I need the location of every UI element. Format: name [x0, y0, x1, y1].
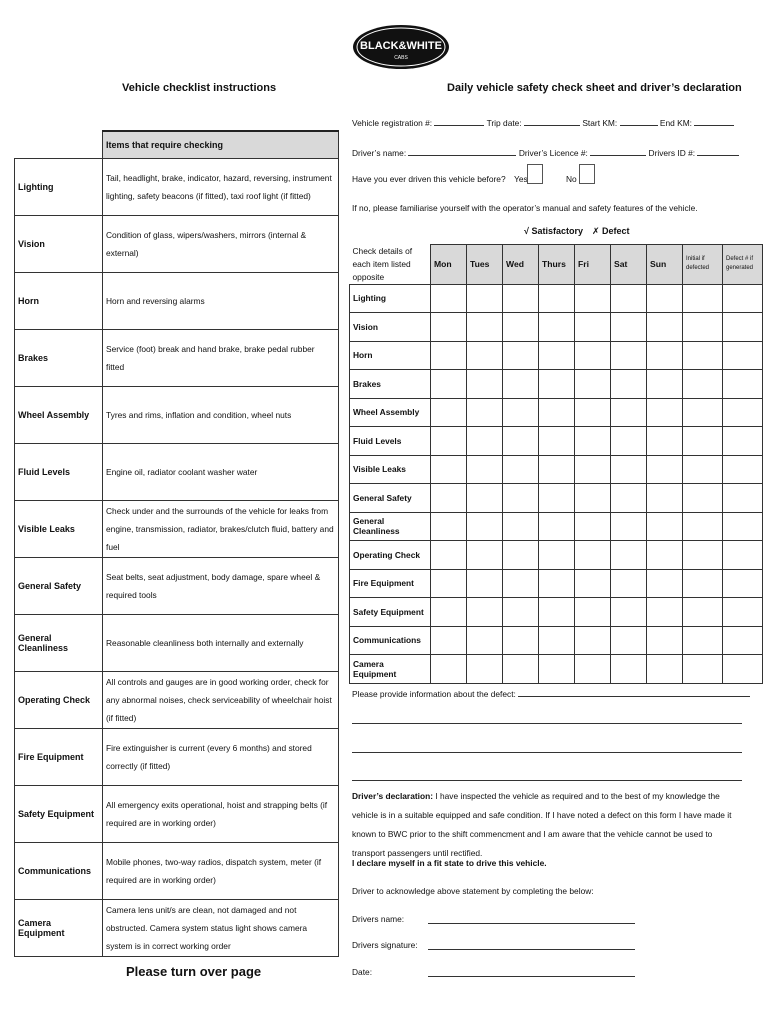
initial-cell[interactable] — [683, 626, 723, 655]
day-check-cell[interactable] — [647, 484, 683, 513]
trip-date-label: Trip date: — [486, 118, 522, 128]
licence-label: Driver’s Licence #: — [518, 148, 588, 158]
item-desc: Tyres and rims, inflation and condition, wheel nuts — [103, 387, 339, 444]
day-check-cell[interactable] — [503, 626, 539, 655]
check-row-label: Fire Equipment — [350, 569, 431, 598]
day-check-cell[interactable] — [647, 655, 683, 684]
day-check-cell[interactable] — [539, 626, 575, 655]
day-check-cell[interactable] — [431, 341, 467, 370]
defect-number-cell[interactable] — [723, 284, 763, 313]
drivers-id-field[interactable] — [697, 146, 739, 156]
day-check-cell[interactable] — [503, 598, 539, 627]
item-desc: Horn and reversing alarms — [103, 273, 339, 330]
instructions-table — [14, 130, 339, 957]
day-check-cell[interactable] — [539, 569, 575, 598]
driver-row — [352, 146, 739, 158]
check-row — [350, 569, 763, 598]
item-name: Camera Equipment — [15, 900, 103, 957]
check-row — [350, 598, 763, 627]
driven-question: Have you ever driven this vehicle before? — [352, 174, 506, 184]
check-row — [350, 427, 763, 456]
item-name: Fire Equipment — [15, 729, 103, 786]
day-check-cell[interactable] — [431, 626, 467, 655]
day-check-cell[interactable] — [503, 655, 539, 684]
header-blank — [15, 131, 103, 159]
check-row-label: Safety Equipment — [350, 598, 431, 627]
initial-cell[interactable] — [683, 427, 723, 456]
day-check-cell[interactable] — [575, 398, 611, 427]
day-check-cell[interactable] — [575, 455, 611, 484]
initial-cell[interactable] — [683, 541, 723, 570]
item-desc: Tail, headlight, brake, indicator, hazard, reversing, instrument lighting, safety beacons (if fitted), taxi roof light (if fitted) — [103, 159, 339, 216]
defect-number-cell[interactable] — [723, 626, 763, 655]
defect-number-cell[interactable] — [723, 541, 763, 570]
item-name: Operating Check — [15, 672, 103, 729]
item-desc: Condition of glass, wipers/washers, mirrors (internal & external) — [103, 216, 339, 273]
day-check-cell[interactable] — [431, 655, 467, 684]
day-check-cell[interactable] — [503, 455, 539, 484]
item-desc: Engine oil, radiator coolant washer water — [103, 444, 339, 501]
day-check-cell[interactable] — [431, 512, 467, 541]
check-row-label: Visible Leaks — [350, 455, 431, 484]
day-check-cell[interactable] — [467, 284, 503, 313]
day-check-cell[interactable] — [503, 370, 539, 399]
check-row-label: Vision — [350, 313, 431, 342]
trip-date-field[interactable] — [524, 116, 580, 126]
day-check-cell[interactable] — [539, 598, 575, 627]
day-check-cell[interactable] — [611, 284, 647, 313]
day-header: Fri — [575, 245, 611, 285]
day-check-cell[interactable] — [431, 313, 467, 342]
logo-subtext: CABS — [394, 55, 408, 61]
defect-number-cell[interactable] — [723, 569, 763, 598]
table-corner: Check details of each item listed opposite — [350, 245, 431, 285]
sig-date-field[interactable] — [428, 976, 635, 977]
day-check-cell[interactable] — [575, 655, 611, 684]
item-name: Vision — [15, 216, 103, 273]
day-check-cell[interactable] — [467, 370, 503, 399]
day-check-cell[interactable] — [575, 598, 611, 627]
day-check-cell[interactable] — [503, 484, 539, 513]
initial-cell[interactable] — [683, 569, 723, 598]
day-check-cell[interactable] — [539, 541, 575, 570]
day-check-cell[interactable] — [503, 427, 539, 456]
item-desc: Camera lens unit/s are clean, not damaged and not obstructed. Camera system status light shows camera system is in correct working order — [103, 900, 339, 957]
familiarise-note: If no, please familiarise yourself with the operator’s manual and safety features of the vehicle. — [352, 203, 698, 213]
check-row-label: Fluid Levels — [350, 427, 431, 456]
declaration — [352, 787, 744, 863]
sig-signature-field[interactable] — [428, 949, 635, 950]
defect-number-cell[interactable] — [723, 427, 763, 456]
item-desc: Mobile phones, two-way radios, dispatch system, meter (if required are in working order) — [103, 843, 339, 900]
day-check-cell[interactable] — [503, 341, 539, 370]
check-row — [350, 398, 763, 427]
day-check-cell[interactable] — [467, 341, 503, 370]
initial-cell[interactable] — [683, 455, 723, 484]
day-check-cell[interactable] — [575, 569, 611, 598]
check-row-label: General Safety — [350, 484, 431, 513]
item-desc: All controls and gauges are in good working order, check for any abnormal noises, check serviceability of wheelchair hoist (if fitted) — [103, 672, 339, 729]
drivers-name-field[interactable] — [408, 146, 516, 156]
day-check-cell[interactable] — [611, 598, 647, 627]
drivers-id-label: Drivers ID #: — [648, 148, 696, 158]
defect-prompt-row — [352, 687, 750, 699]
day-check-cell[interactable] — [647, 370, 683, 399]
licence-field[interactable] — [590, 146, 646, 156]
day-check-cell[interactable] — [503, 512, 539, 541]
item-name: Horn — [15, 273, 103, 330]
day-check-cell[interactable] — [467, 455, 503, 484]
check-row — [350, 370, 763, 399]
check-row — [350, 341, 763, 370]
day-check-cell[interactable] — [503, 541, 539, 570]
check-row — [350, 284, 763, 313]
day-check-cell[interactable] — [539, 455, 575, 484]
check-row-label: Lighting — [350, 284, 431, 313]
initial-cell[interactable] — [683, 655, 723, 684]
defect-prompt: Please provide information about the defect: — [352, 689, 516, 699]
declaration-label: Driver’s declaration: — [352, 791, 433, 801]
check-row-label: Wheel Assembly — [350, 398, 431, 427]
item-desc: Reasonable cleanliness both internally and externally — [103, 615, 339, 672]
check-row-label: Camera Equipment — [350, 655, 431, 684]
day-check-cell[interactable] — [467, 541, 503, 570]
day-check-cell[interactable] — [467, 427, 503, 456]
day-check-cell[interactable] — [467, 598, 503, 627]
defect-number-cell[interactable] — [723, 455, 763, 484]
day-check-cell[interactable] — [431, 598, 467, 627]
item-name: Brakes — [15, 330, 103, 387]
day-check-cell[interactable] — [503, 569, 539, 598]
no-checkbox[interactable] — [579, 164, 595, 184]
day-check-cell[interactable] — [575, 341, 611, 370]
defect-number-cell[interactable] — [723, 655, 763, 684]
day-check-cell[interactable] — [575, 313, 611, 342]
initial-header: Initial if defected — [683, 245, 723, 285]
yes-label: Yes — [514, 174, 528, 184]
day-check-cell[interactable] — [575, 541, 611, 570]
yes-checkbox[interactable] — [527, 164, 543, 184]
item-name: Fluid Levels — [15, 444, 103, 501]
day-check-cell[interactable] — [611, 484, 647, 513]
defect-number-cell[interactable] — [723, 398, 763, 427]
initial-cell[interactable] — [683, 341, 723, 370]
start-km-field[interactable] — [620, 116, 658, 126]
item-desc: Fire extinguisher is current (every 6 months) and stored correctly (if fitted) — [103, 729, 339, 786]
day-header: Wed — [503, 245, 539, 285]
sig-name-field[interactable] — [428, 923, 635, 924]
defect-number-cell[interactable] — [723, 484, 763, 513]
day-check-cell[interactable] — [431, 427, 467, 456]
initial-cell[interactable] — [683, 284, 723, 313]
defect-line-3[interactable] — [352, 751, 742, 753]
initial-cell[interactable] — [683, 512, 723, 541]
acknowledge-note: Driver to acknowledge above statement by completing the below: — [352, 886, 594, 896]
day-check-cell[interactable] — [647, 313, 683, 342]
defect-number-cell[interactable] — [723, 598, 763, 627]
initial-cell[interactable] — [683, 370, 723, 399]
item-name: Lighting — [15, 159, 103, 216]
item-name: Communications — [15, 843, 103, 900]
logo-text: BLACK&WHITE — [360, 40, 442, 52]
day-check-cell[interactable] — [647, 427, 683, 456]
day-check-cell[interactable] — [611, 313, 647, 342]
day-check-cell[interactable] — [647, 512, 683, 541]
day-check-cell[interactable] — [467, 626, 503, 655]
day-check-cell[interactable] — [611, 512, 647, 541]
day-check-cell[interactable] — [575, 484, 611, 513]
day-check-cell[interactable] — [539, 398, 575, 427]
item-desc: All emergency exits operational, hoist and strapping belts (if required are in working order) — [103, 786, 339, 843]
item-name: Wheel Assembly — [15, 387, 103, 444]
day-check-cell[interactable] — [611, 370, 647, 399]
day-check-cell[interactable] — [575, 427, 611, 456]
check-row-label: Operating Check — [350, 541, 431, 570]
day-check-cell[interactable] — [647, 341, 683, 370]
fit-state-statement: I declare myself in a fit state to drive this vehicle. — [352, 858, 547, 868]
item-name: Visible Leaks — [15, 501, 103, 558]
defect-number-cell[interactable] — [723, 313, 763, 342]
initial-cell[interactable] — [683, 484, 723, 513]
check-row-label: General Cleanliness — [350, 512, 431, 541]
defect-line-4[interactable] — [352, 779, 742, 781]
day-check-cell[interactable] — [647, 398, 683, 427]
check-row — [350, 484, 763, 513]
legend-satisfactory: √ Satisfactory — [524, 226, 583, 236]
day-check-cell[interactable] — [539, 655, 575, 684]
day-check-cell[interactable] — [431, 569, 467, 598]
check-row — [350, 541, 763, 570]
end-km-field[interactable] — [694, 116, 734, 126]
day-check-cell[interactable] — [431, 541, 467, 570]
initial-cell[interactable] — [683, 398, 723, 427]
day-check-cell[interactable] — [647, 284, 683, 313]
day-check-cell[interactable] — [431, 284, 467, 313]
day-check-cell[interactable] — [611, 626, 647, 655]
day-check-cell[interactable] — [575, 512, 611, 541]
day-check-cell[interactable] — [467, 512, 503, 541]
right-title: Daily vehicle safety check sheet and driver’s declaration — [447, 82, 742, 94]
registration-label: Vehicle registration #: — [352, 118, 433, 128]
day-header: Tues — [467, 245, 503, 285]
day-check-cell[interactable] — [539, 341, 575, 370]
sig-name-label: Drivers name: — [352, 914, 405, 924]
check-row — [350, 655, 763, 684]
day-check-cell[interactable] — [431, 398, 467, 427]
defect-line-1[interactable] — [518, 687, 750, 697]
item-desc: Service (foot) break and hand brake, brake pedal rubber fitted — [103, 330, 339, 387]
day-check-cell[interactable] — [467, 655, 503, 684]
item-name: General Cleanliness — [15, 615, 103, 672]
day-check-cell[interactable] — [539, 484, 575, 513]
day-check-cell[interactable] — [611, 569, 647, 598]
day-check-cell[interactable] — [611, 655, 647, 684]
day-check-cell[interactable] — [647, 569, 683, 598]
day-check-cell[interactable] — [431, 484, 467, 513]
sig-signature-label: Drivers signature: — [352, 940, 418, 950]
day-check-cell[interactable] — [467, 313, 503, 342]
defect-number-cell[interactable] — [723, 512, 763, 541]
left-title: Vehicle checklist instructions — [122, 82, 277, 94]
black-white-cabs-logo — [352, 24, 450, 70]
defect-header: Defect # if generated — [723, 245, 763, 285]
sig-date-label: Date: — [352, 967, 373, 977]
day-check-cell[interactable] — [503, 313, 539, 342]
declaration-text: I have inspected the vehicle as required and to the best of my knowledge the vehicle is in a suitable equipped and safe condition. If I have noted a defect on this form I have made it known to BWC prior to the shift commencment and I am aware that the vehicle cannot be used to transport passengers until rectified. — [352, 791, 732, 858]
day-check-cell[interactable] — [575, 370, 611, 399]
registration-row — [352, 116, 734, 128]
defect-number-cell[interactable] — [723, 370, 763, 399]
day-check-cell[interactable] — [467, 484, 503, 513]
day-check-cell[interactable] — [647, 598, 683, 627]
day-header: Sat — [611, 245, 647, 285]
day-check-cell[interactable] — [431, 370, 467, 399]
day-check-cell[interactable] — [539, 284, 575, 313]
initial-cell[interactable] — [683, 598, 723, 627]
check-row — [350, 313, 763, 342]
day-check-cell[interactable] — [539, 427, 575, 456]
check-row-label: Brakes — [350, 370, 431, 399]
day-check-cell[interactable] — [647, 626, 683, 655]
check-row-label: Communications — [350, 626, 431, 655]
day-check-cell[interactable] — [647, 541, 683, 570]
drivers-name-label: Driver’s name: — [352, 148, 407, 158]
items-header: Items that require checking — [103, 131, 339, 159]
day-check-cell[interactable] — [575, 284, 611, 313]
end-km-label: End KM: — [659, 118, 693, 128]
day-header: Thurs — [539, 245, 575, 285]
turn-over-note: Please turn over page — [126, 964, 262, 979]
day-check-cell[interactable] — [575, 626, 611, 655]
item-desc: Seat belts, seat adjustment, body damage, spare wheel & required tools — [103, 558, 339, 615]
day-check-cell[interactable] — [647, 455, 683, 484]
day-check-cell[interactable] — [611, 427, 647, 456]
day-check-cell[interactable] — [467, 569, 503, 598]
day-header: Mon — [431, 245, 467, 285]
item-name: General Safety — [15, 558, 103, 615]
day-check-cell[interactable] — [503, 284, 539, 313]
check-row — [350, 626, 763, 655]
defect-number-cell[interactable] — [723, 341, 763, 370]
day-header: Sun — [647, 245, 683, 285]
registration-field[interactable] — [434, 116, 484, 126]
legend-defect: ✗ Defect — [592, 226, 630, 236]
day-check-cell[interactable] — [611, 341, 647, 370]
start-km-label: Start KM: — [582, 118, 618, 128]
initial-cell[interactable] — [683, 313, 723, 342]
day-check-cell[interactable] — [611, 455, 647, 484]
item-desc: Check under and the surrounds of the vehicle for leaks from engine, transmission, radiator, brakes/clutch fluid, battery and fuel — [103, 501, 339, 558]
weekly-check-table — [349, 244, 763, 684]
defect-line-2[interactable] — [352, 722, 742, 724]
day-check-cell[interactable] — [539, 370, 575, 399]
day-check-cell[interactable] — [503, 398, 539, 427]
check-row — [350, 512, 763, 541]
day-check-cell[interactable] — [611, 541, 647, 570]
day-check-cell[interactable] — [467, 398, 503, 427]
day-check-cell[interactable] — [539, 512, 575, 541]
day-check-cell[interactable] — [539, 313, 575, 342]
item-name: Safety Equipment — [15, 786, 103, 843]
day-check-cell[interactable] — [611, 398, 647, 427]
check-row — [350, 455, 763, 484]
check-row-label: Horn — [350, 341, 431, 370]
day-check-cell[interactable] — [431, 455, 467, 484]
no-label: No — [566, 174, 577, 184]
